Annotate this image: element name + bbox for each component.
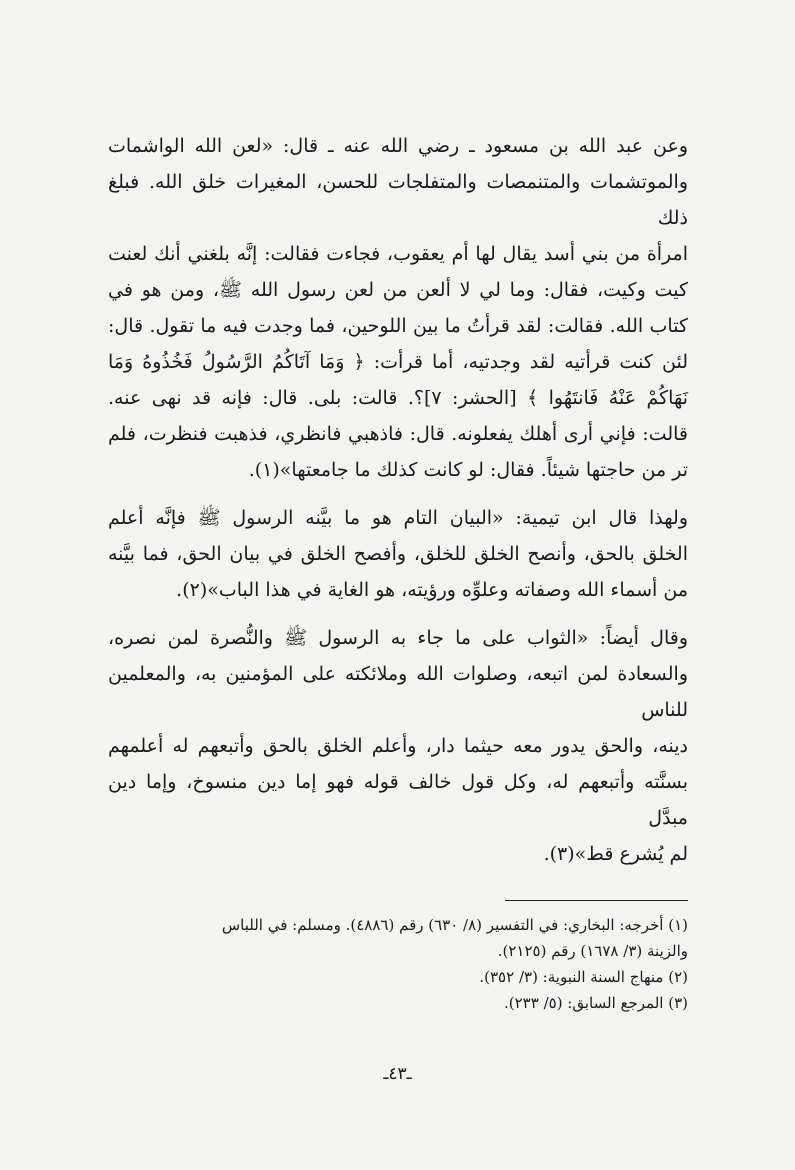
text-line: الخلق بالحق، وأنصح الخلق للخلق، وأفصح الخلق في بيان الحق، فما بيَّنه <box>108 543 688 565</box>
text-line: والسعادة لمن اتبعه، وصلوات الله وملائكته على المؤمنين به، والمعلمين للناس <box>108 663 688 721</box>
text-line: نَهَاكُمْ عَنْهُ فَانتَهُوا ﴾ [الحشر: ٧]؟. قالت: بلى. قال: فإنه قد نهى عنه. <box>108 387 688 409</box>
text-line: وعن عبد الله بن مسعود ـ رضي الله عنه ـ قال: «لعن الله الواشمات <box>108 135 688 157</box>
text-line: كتاب الله. فقالت: لقد قرأتُ ما بين اللوحين، فما وجدت فيه ما تقول. قال: <box>108 315 688 337</box>
footnotes <box>108 912 688 1016</box>
text-line: امرأة من بني أسد يقال لها أم يعقوب، فجاءت فقالت: إنَّه بلغني أنك لعنت <box>108 243 688 265</box>
footnote-3: (٣) المرجع السابق: (٥/ ٢٣٣). <box>504 994 688 1012</box>
page-number: ـ٤٣ـ <box>383 1064 412 1084</box>
text-line: من أسماء الله وصفاته وعلوِّه ورؤيته، هو الغاية في هذا الباب»(٢). <box>176 579 688 601</box>
text-line: وقال أيضاً: «الثواب على ما جاء به الرسول ﷺ والنُّصرة لمن نصره، <box>108 627 688 649</box>
text-line: لئن كنت قرأتيه لقد وجدتيه، أما قرأت: ﴿ وَمَا آتَاكُمُ الرَّسُولُ فَخُذُوهُ وَمَا <box>108 351 688 373</box>
paragraph-ibn-taymiyya-bayan <box>108 500 688 608</box>
footnote-2: (٢) منهاج السنة النبوية: (٣/ ٣٥٢). <box>479 968 688 986</box>
text-line: تر من حاجتها شيئاً. فقال: لو كانت كذلك ما جامعتها»(١). <box>248 459 688 481</box>
footnote-1-continued: والزينة (٣/ ١٦٧٨) رقم (٢١٢٥). <box>497 942 688 960</box>
text-line: والموتشمات والمتنمصات والمتفلجات للحسن، المغيرات خلق الله. فبلغ ذلك <box>108 171 688 229</box>
paragraph-ibn-masud-hadith <box>108 128 688 488</box>
text-line: كيت وكيت، فقال: وما لي لا ألعن من لعن رسول الله ﷺ، ومن هو في <box>108 279 688 301</box>
text-line: لم يُشرع قط»(٣). <box>543 843 688 865</box>
text-line: قالت: فإني أرى أهلك يفعلونه. قال: فاذهبي فانظري، فذهبت فنظرت، فلم <box>108 423 688 445</box>
footnote-divider <box>505 900 688 901</box>
paragraph-ibn-taymiyya-thawab <box>108 620 688 872</box>
main-text <box>108 128 688 884</box>
text-line: دينه، والحق يدور معه حيثما دار، وأعلم الخلق بالحق وأتبعهم له أعلمهم <box>108 735 688 757</box>
text-line: بسنَّته وأتبعهم له، وكل قول خالف قوله فهو إما دين منسوخ، وإما دين مبدَّل <box>108 771 688 829</box>
footnote-1: (١) أخرجه: البخاري: في التفسير (٨/ ٦٣٠) رقم (٤٨٨٦). ومسلم: في اللباس <box>221 916 688 934</box>
text-line: ولهذا قال ابن تيمية: «البيان التام هو ما بيَّنه الرسول ﷺ فإنَّه أعلم <box>108 507 688 529</box>
